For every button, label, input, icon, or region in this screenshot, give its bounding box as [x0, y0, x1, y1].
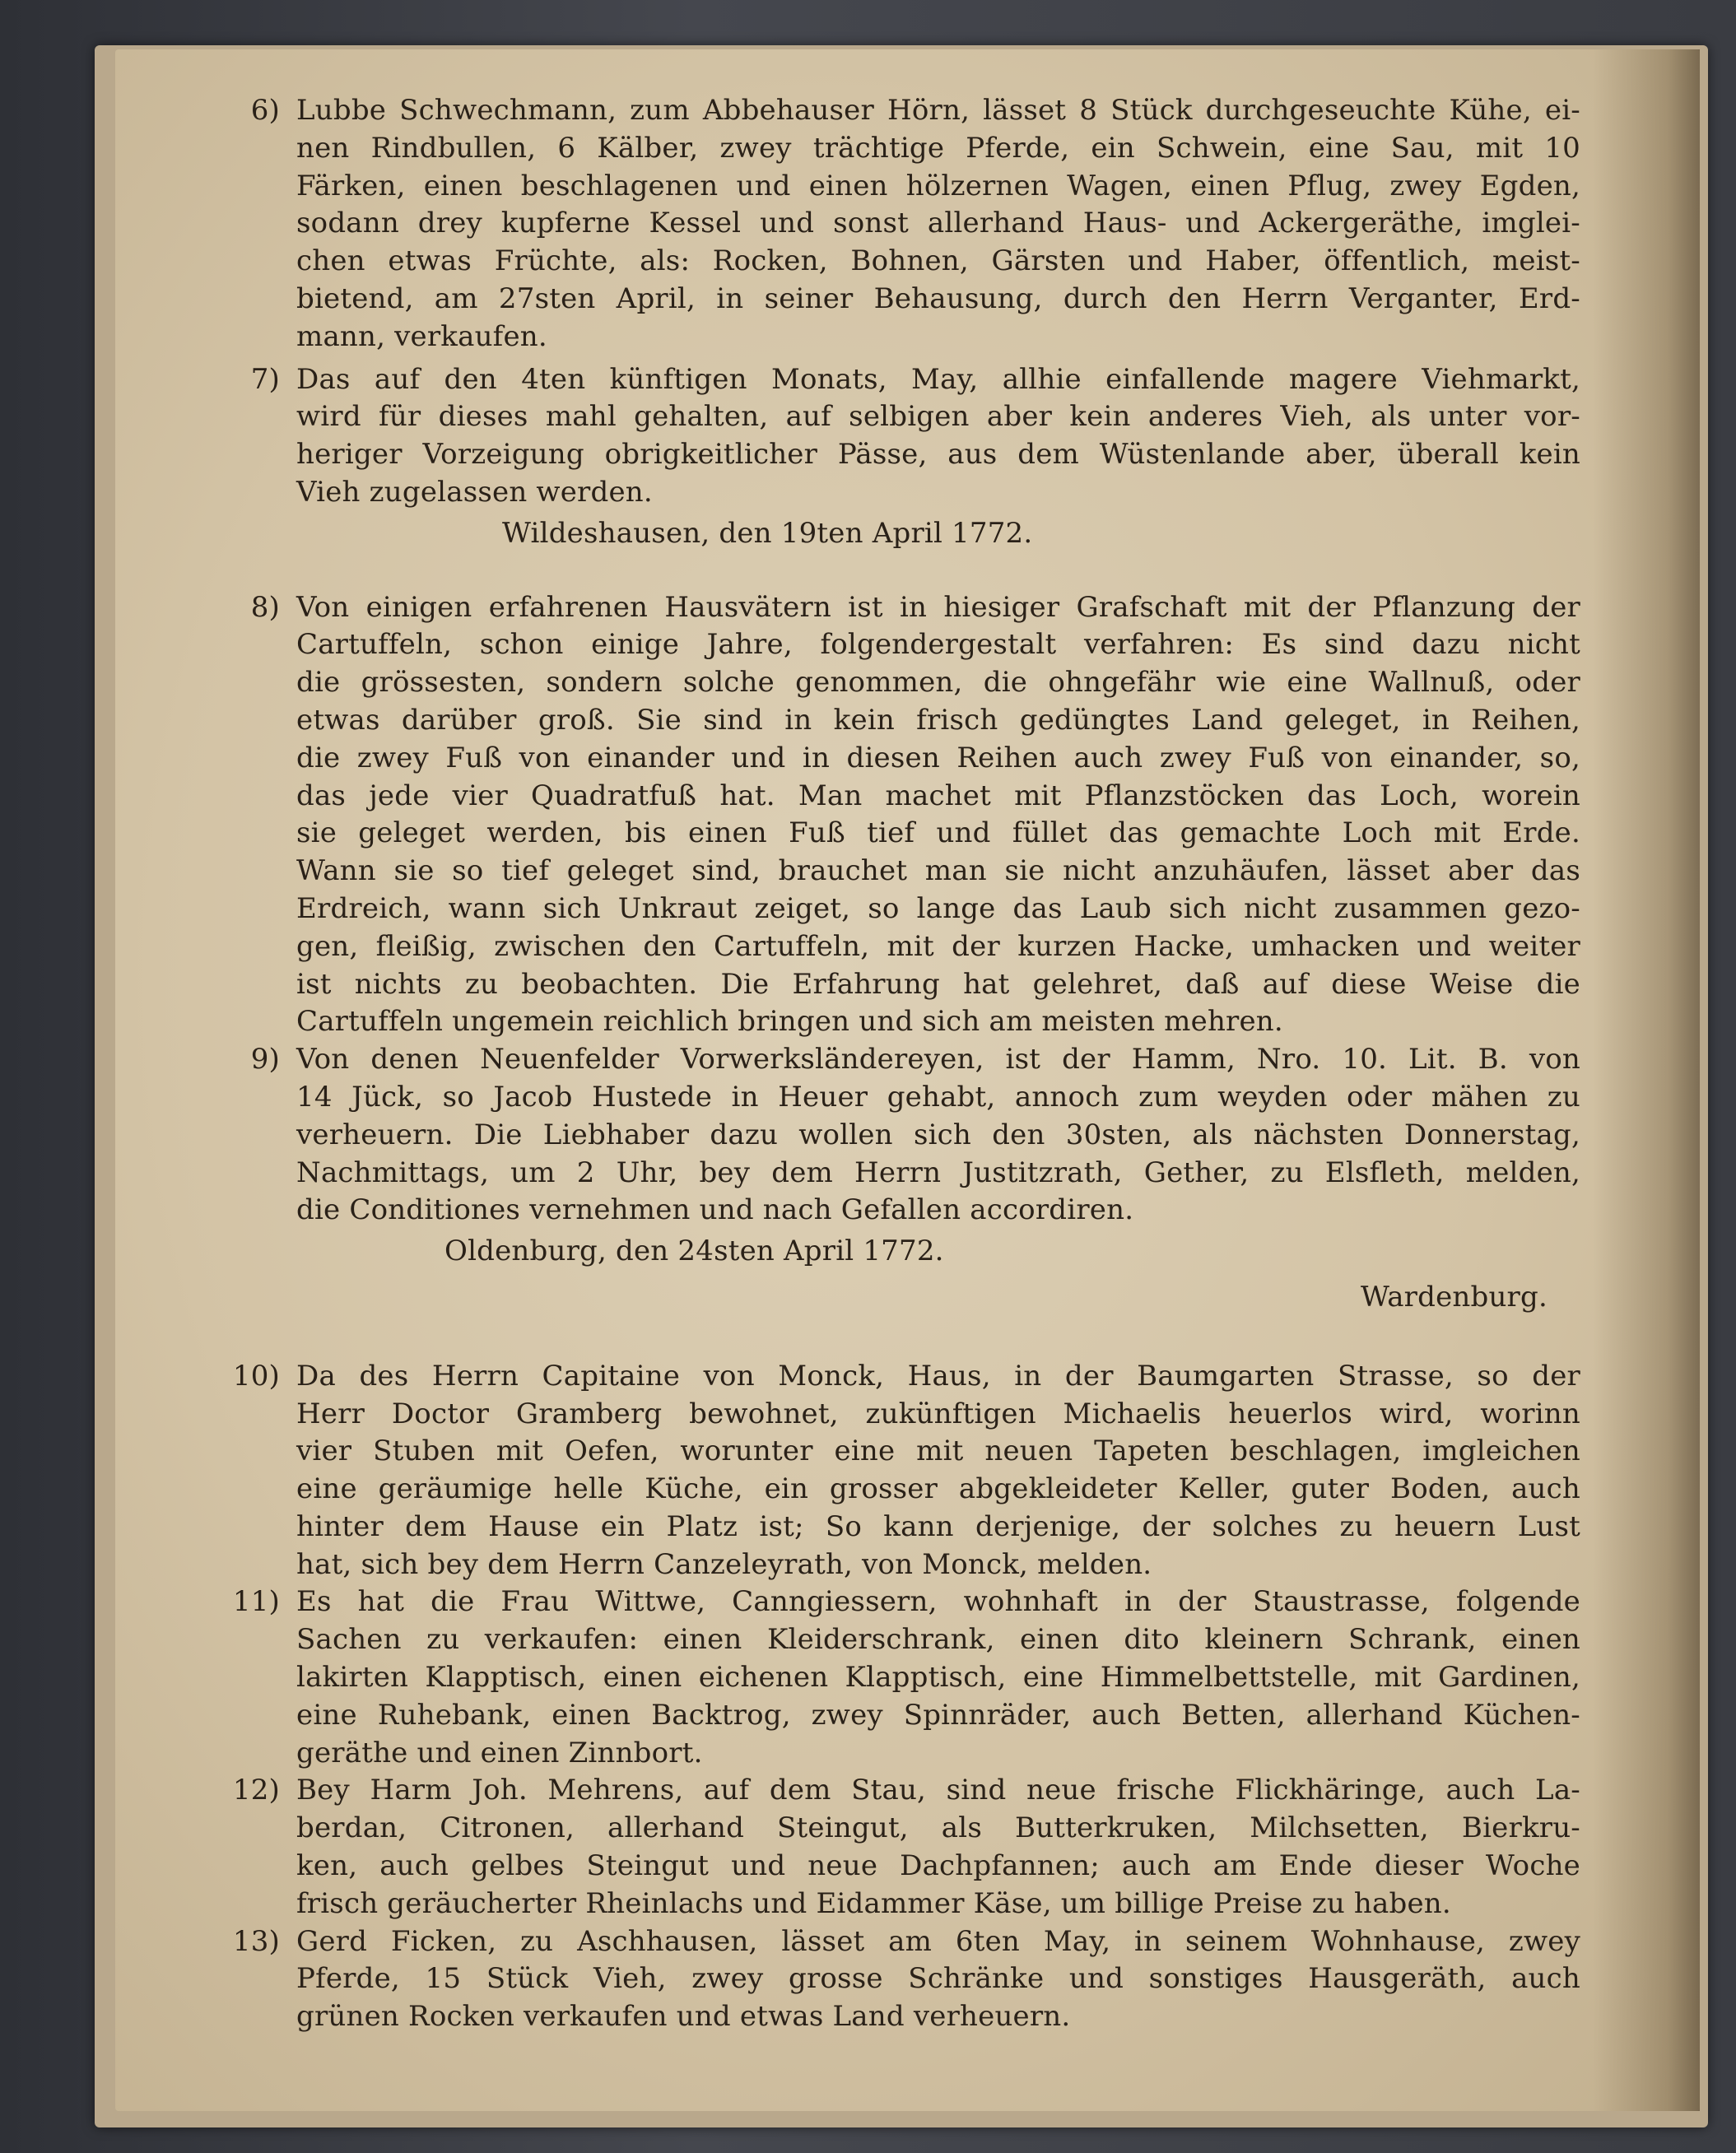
text-line: Das auf den 4ten künftigen Monats, May, allhie einfallende magere Viehmarkt,	[296, 362, 1580, 396]
text-line: das jede vier Quadratfuß hat. Man machet mit Pflanzstöcken das Loch, worein	[296, 779, 1580, 812]
entry-number: 11)	[232, 1585, 280, 1619]
dateline-wildeshausen: Wildeshausen, den 19ten April 1772.	[502, 516, 1033, 550]
notice-entry-12	[232, 1772, 1580, 1923]
text-line: Nachmittags, um 2 Uhr, bey dem Herrn Justitzrath, Gether, zu Elsfleth, melden,	[296, 1156, 1580, 1189]
text-line: Wann sie so tief geleget sind, brauchet man sie nicht anzuhäufen, lässet aber das	[296, 854, 1580, 888]
text-line: Sachen zu verkaufen: einen Kleiderschrank, einen dito kleinern Schrank, einen	[296, 1623, 1580, 1657]
text-line: Von einigen erfahrenen Hausvätern ist in hiesiger Grafschaft mit der Pflanzung der	[296, 590, 1580, 624]
text-line: hinter dem Hause ein Platz ist; So kann derjenige, der solches zu heuern Lust	[296, 1509, 1580, 1543]
text-line: Cartuffeln, schon einige Jahre, folgendergestalt verfahren: Es sind dazu nicht	[296, 628, 1580, 662]
text-line: lakirten Klapptisch, einen eichenen Klapptisch, eine Himmelbettstelle, mit Gardinen,	[296, 1661, 1580, 1695]
text-line: sodann drey kupferne Kessel und sonst allerhand Haus- und Ackergeräthe, imglei-	[296, 207, 1580, 240]
notice-entry-11	[232, 1583, 1580, 1772]
text-line: die Conditiones vernehmen und nach Gefallen accordiren.	[296, 1193, 1134, 1227]
text-line: Erdreich, wann sich Unkraut zeiget, so lange das Laub sich nicht zusammen gezo-	[296, 891, 1580, 925]
dateline-oldenburg: Oldenburg, den 24sten April 1772.	[444, 1235, 944, 1268]
text-line: Da des Herrn Capitaine von Monck, Haus, in der Baumgarten Strasse, so der	[296, 1359, 1580, 1393]
entry-number: 9)	[250, 1043, 280, 1076]
text-line: ken, auch gelbes Steingut und neue Dachpfannen; auch am Ende dieser Woche	[296, 1849, 1580, 1883]
text-line: Herr Doctor Gramberg bewohnet, zukünftigen Michaelis heuerlos wird, worinn	[296, 1397, 1580, 1430]
text-line: verheuern. Die Liebhaber dazu wollen sich den 30sten, als nächsten Donnerstag,	[296, 1118, 1580, 1151]
text-line: bietend, am 27sten April, in seiner Behausung, durch den Herrn Verganter, Erd-	[296, 281, 1580, 315]
entry-number: 13)	[232, 1924, 280, 1958]
text-line: Pferde, 15 Stück Vieh, zwey grosse Schränke und sonstiges Hausgeräth, auch	[296, 1962, 1580, 1996]
notice-entry-9	[250, 1041, 1580, 1230]
text-line: eine Ruhebank, einen Backtrog, zwey Spinnräder, auch Betten, allerhand Küchen-	[296, 1698, 1580, 1732]
notice-entry-10	[232, 1358, 1580, 1584]
notice-entry-6	[250, 92, 1580, 356]
text-line: Lubbe Schwechmann, zum Abbehauser Hörn, lässet 8 Stück durchgeseuchte Kühe, ei-	[296, 94, 1580, 127]
text-line: Vieh zugelassen werden.	[296, 475, 653, 509]
text-line: Cartuffeln ungemein reichlich bringen und sich am meisten mehren.	[296, 1005, 1283, 1039]
entry-number: 6)	[250, 94, 280, 127]
text-line: geräthe und einen Zinnbort.	[296, 1736, 703, 1769]
book-gutter-shadow	[1593, 49, 1700, 2111]
text-line: hat, sich bey dem Herrn Canzeleyrath, von Monck, melden.	[296, 1547, 1152, 1581]
text-line: grünen Rocken verkaufen und etwas Land verheuern.	[296, 2000, 1071, 2034]
text-line: etwas darüber groß. Sie sind in kein frisch gedüngtes Land geleget, in Reihen,	[296, 703, 1580, 737]
text-line: Färken, einen beschlagenen und einen hölzernen Wagen, einen Pflug, zwey Egden,	[296, 169, 1580, 202]
notice-entry-13	[232, 1923, 1580, 2036]
text-line: Bey Harm Joh. Mehrens, auf dem Stau, sind neue frische Flickhäringe, auch La-	[296, 1774, 1580, 1807]
text-line: Es hat die Frau Wittwe, Canngiessern, wohnhaft in der Staustrasse, folgende	[296, 1585, 1580, 1619]
text-line: nen Rindbullen, 6 Kälber, zwey trächtige Pferde, ein Schwein, eine Sau, mit 10	[296, 131, 1580, 165]
text-line: gen, fleißig, zwischen den Cartuffeln, mit der kurzen Hacke, umhacken und weiter	[296, 929, 1580, 963]
text-line: 14 Jück, so Jacob Hustede in Heuer gehabt, annoch zum weyden oder mähen zu	[296, 1080, 1580, 1114]
text-line: Gerd Ficken, zu Aschhausen, lässet am 6ten May, in seinem Wohnhause, zwey	[296, 1924, 1580, 1958]
notice-entry-8	[250, 589, 1580, 1042]
text-line: frisch geräucherter Rheinlachs und Eidammer Käse, um billige Preise zu haben.	[296, 1886, 1451, 1920]
entry-number: 12)	[232, 1774, 280, 1807]
text-line: mann, verkaufen.	[296, 319, 547, 353]
entry-number: 10)	[232, 1359, 280, 1393]
text-line: heriger Vorzeigung obrigkeitlicher Pässe, aus dem Wüstenlande aber, überall kein	[296, 438, 1580, 472]
text-line: wird für dieses mahl gehalten, auf selbigen aber kein anderes Vieh, als unter vor-	[296, 400, 1580, 434]
entry-number: 8)	[250, 590, 280, 624]
text-line: berdan, Citronen, allerhand Steingut, als Butterkruken, Milchsetten, Bierkru-	[296, 1811, 1580, 1845]
text-line: Von denen Neuenfelder Vorwerksländereyen, ist der Hamm, Nro. 10. Lit. B. von	[296, 1043, 1580, 1076]
text-line: eine geräumige helle Küche, ein grosser abgekleideter Keller, guter Boden, auch	[296, 1472, 1580, 1506]
entry-number: 7)	[250, 362, 280, 396]
text-line: die grössesten, sondern solche genommen, die ohngefähr wie eine Wallnuß, oder	[296, 666, 1580, 700]
signature-wardenburg: Wardenburg.	[1361, 1280, 1548, 1314]
text-line: sie geleget werden, bis einen Fuß tief und füllet das gemachte Loch mit Erde.	[296, 816, 1580, 850]
page-content	[232, 92, 1580, 2036]
text-line: ist nichts zu beobachten. Die Erfahrung hat gelehret, daß auf diese Weise die	[296, 967, 1580, 1001]
text-line: chen etwas Früchte, als: Rocken, Bohnen, Gärsten und Haber, öffentlich, meist-	[296, 244, 1580, 278]
text-line: vier Stuben mit Oefen, worunter eine mit neuen Tapeten beschlagen, imgleichen	[296, 1435, 1580, 1468]
notice-entry-7	[250, 361, 1580, 512]
text-line: die zwey Fuß von einander und in diesen Reihen auch zwey Fuß von einander, so,	[296, 741, 1580, 774]
